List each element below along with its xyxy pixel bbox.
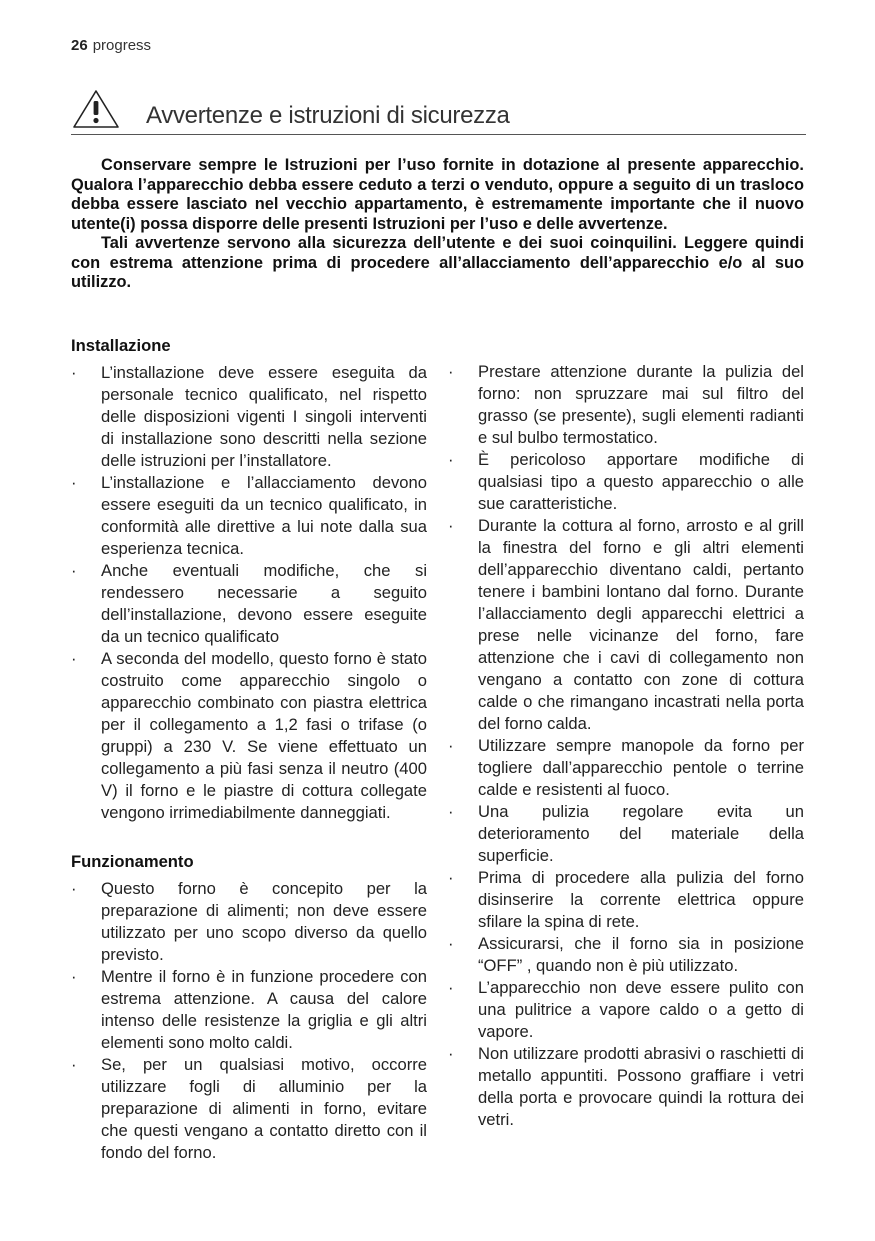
list-item: · Prestare attenzione durante la pulizia del forno: non spruzzare mai sul filtro del grasso (se presente), sugli elementi radianti e sul bulbo termostatico. [448,361,804,449]
list-item: · Questo forno è concepito per la preparazione di alimenti; non deve essere utilizzato per uno scopo diverso da quello previsto. [71,878,427,966]
list-item: · L’installazione e l’allacciamento devono essere eseguiti da un tecnico qualificato, in conformità alle direttive a lui note dalla sua esperienza tecnica. [71,472,427,560]
installazione-heading: Installazione [71,336,171,355]
list-item: · L’apparecchio non deve essere pulito con una pulitrice a vapore caldo o a getto di vapore. [448,977,804,1043]
page-title: Avvertenze e istruzioni di sicurezza [146,102,510,129]
list-item: · Anche eventuali modifiche, che si rendessero necessarie a seguito dell’installazione, devono essere eseguite da un tecnico qualificato [71,560,427,648]
list-item: · Una pulizia regolare evita un deterioramento del materiale della superficie. [448,801,804,867]
list-item: · Mentre il forno è in funzione procedere con estrema attenzione. A causa del calore intenso delle resistenze la griglia e gli altri elementi sono molto caldi. [71,966,427,1054]
safety-list [448,361,804,1131]
page-number: 26 [71,37,88,54]
section-title-row [71,88,806,135]
intro-text [71,156,804,293]
right-column [448,361,804,1131]
intro-paragraph: Conservare sempre le Istruzioni per l’uso fornite in dotazione al presente apparecchio. Qualora l’apparecchio debba essere ceduto a terzi o venduto, oppure a seguito di un trasloco debba essere lasciato nel vecchio appartamento, è estremamente importante che il nuovo utente(i) possa disporre delle presenti Istruzioni per l’uso e delle avvertenze. [71,156,804,233]
list-item: · L’installazione deve essere eseguita da personale tecnico qualificato, nel rispetto delle disposizioni vigenti I singoli interventi di installazione sono descritti nella sezione delle istruzioni per l’installatore. [71,362,427,472]
list-item: · Prima di procedere alla pulizia del forno disinserire la corrente elettrica oppure sfilare la spina di rete. [448,867,804,933]
left-column [71,335,427,1164]
list-item: · Non utilizzare prodotti abrasivi o raschietti di metallo appuntiti. Possono graffiare i vetri della porta e provocare quindi la rottura dei vetri. [448,1043,804,1131]
funzionamento-heading: Funzionamento [71,852,194,871]
installazione-list [71,362,427,824]
funzionamento-list [71,878,427,1164]
list-item: · Assicurarsi, che il forno sia in posizione “OFF” , quando non è più utilizzato. [448,933,804,977]
warning-icon [71,88,121,130]
list-item: · È pericoloso apportare modifiche di qualsiasi tipo a questo apparecchio o alle sue caratteristiche. [448,449,804,515]
list-item: · Se, per un qualsiasi motivo, occorre utilizzare fogli di alluminio per la preparazione di alimenti in forno, evitare che questi vengano a contatto diretto con il fondo del forno. [71,1054,427,1164]
list-item: · Utilizzare sempre manopole da forno per togliere dall’apparecchio pentole o terrine calde e resistenti al fuoco. [448,735,804,801]
page-header [71,37,151,54]
brand-name: progress [92,37,152,54]
list-item: · Durante la cottura al forno, arrosto e al grill la finestra del forno e gli altri elementi dell’apparecchio diventano caldi, pertanto tenere i bambini lontano dal forno. Durante l’allacciamento degli apparecchi elettrici a prese nelle vicinanze del forno, fare attenzione che i cavi di collegamento non vengano a contatto con zone di cottura calde o che rimangano incastrati nella porta del forno calda. [448,515,804,735]
list-item: · A seconda del modello, questo forno è stato costruito come apparecchio singolo o apparecchio combinato con piastra elettrica per il collegamento a 1,2 fasi o trifase (o gruppi) a 230 V. Se viene effettuato un collegamento a più fasi senza il neutro (400 V) il forno e le piastre di cottura collegate vengono irrimediabilmente danneggiati. [71,648,427,824]
intro-paragraph: Tali avvertenze servono alla sicurezza dell’utente e dei suoi coinquilini. Leggere quindi con estrema attenzione prima di procedere all’allacciamento dell’apparecchio e/o al suo utilizzo. [71,234,804,291]
